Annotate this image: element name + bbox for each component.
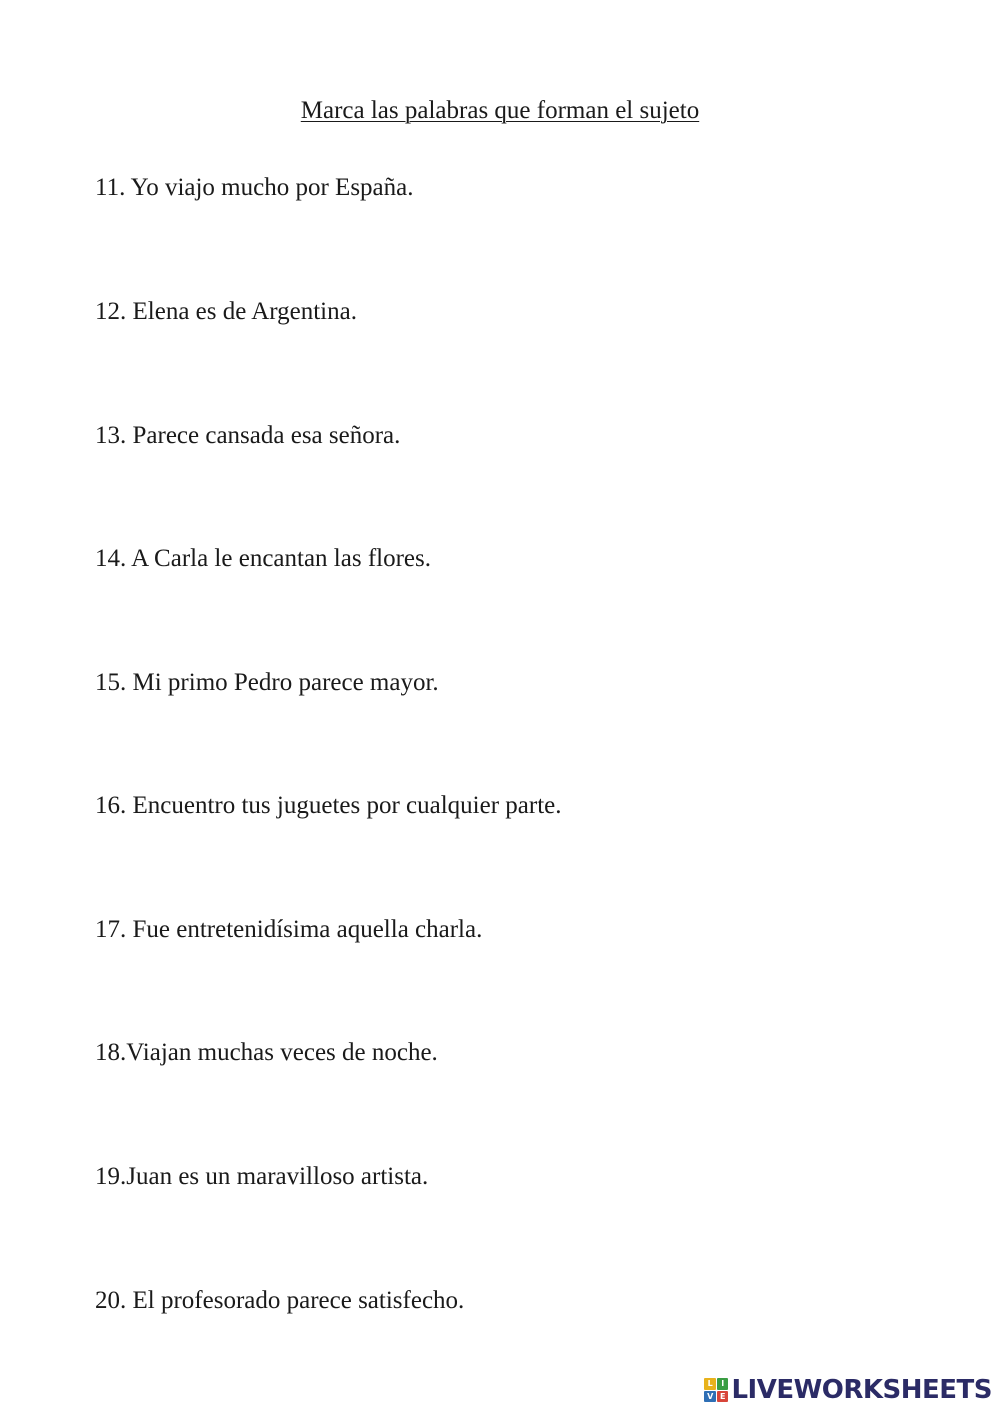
logo-tile-v: V	[704, 1391, 716, 1403]
sentence-17[interactable]: 17. Fue entretenidísima aquella charla.	[95, 916, 483, 943]
logo-tile-i: I	[717, 1378, 729, 1390]
sentence-13[interactable]: 13. Parece cansada esa señora.	[95, 422, 401, 449]
sentence-11[interactable]: 11. Yo viajo mucho por España.	[95, 174, 414, 201]
liveworksheets-brand	[704, 1375, 992, 1405]
liveworksheets-logo-icon	[704, 1378, 728, 1402]
sentence-19[interactable]: 19.Juan es un maravilloso artista.	[95, 1163, 429, 1190]
sentence-14[interactable]: 14. A Carla le encantan las flores.	[95, 545, 431, 572]
brand-text: LIVEWORKSHEETS	[731, 1375, 992, 1405]
logo-tile-l: L	[704, 1378, 716, 1390]
worksheet-title: Marca las palabras que forman el sujeto	[300, 97, 700, 124]
logo-tile-e: E	[717, 1391, 729, 1403]
sentence-20[interactable]: 20. El profesorado parece satisfecho.	[95, 1287, 465, 1314]
sentence-16[interactable]: 16. Encuentro tus juguetes por cualquier parte.	[95, 792, 562, 819]
sentence-15[interactable]: 15. Mi primo Pedro parece mayor.	[95, 669, 439, 696]
sentence-18[interactable]: 18.Viajan muchas veces de noche.	[95, 1039, 438, 1066]
sentence-12[interactable]: 12. Elena es de Argentina.	[95, 298, 357, 325]
